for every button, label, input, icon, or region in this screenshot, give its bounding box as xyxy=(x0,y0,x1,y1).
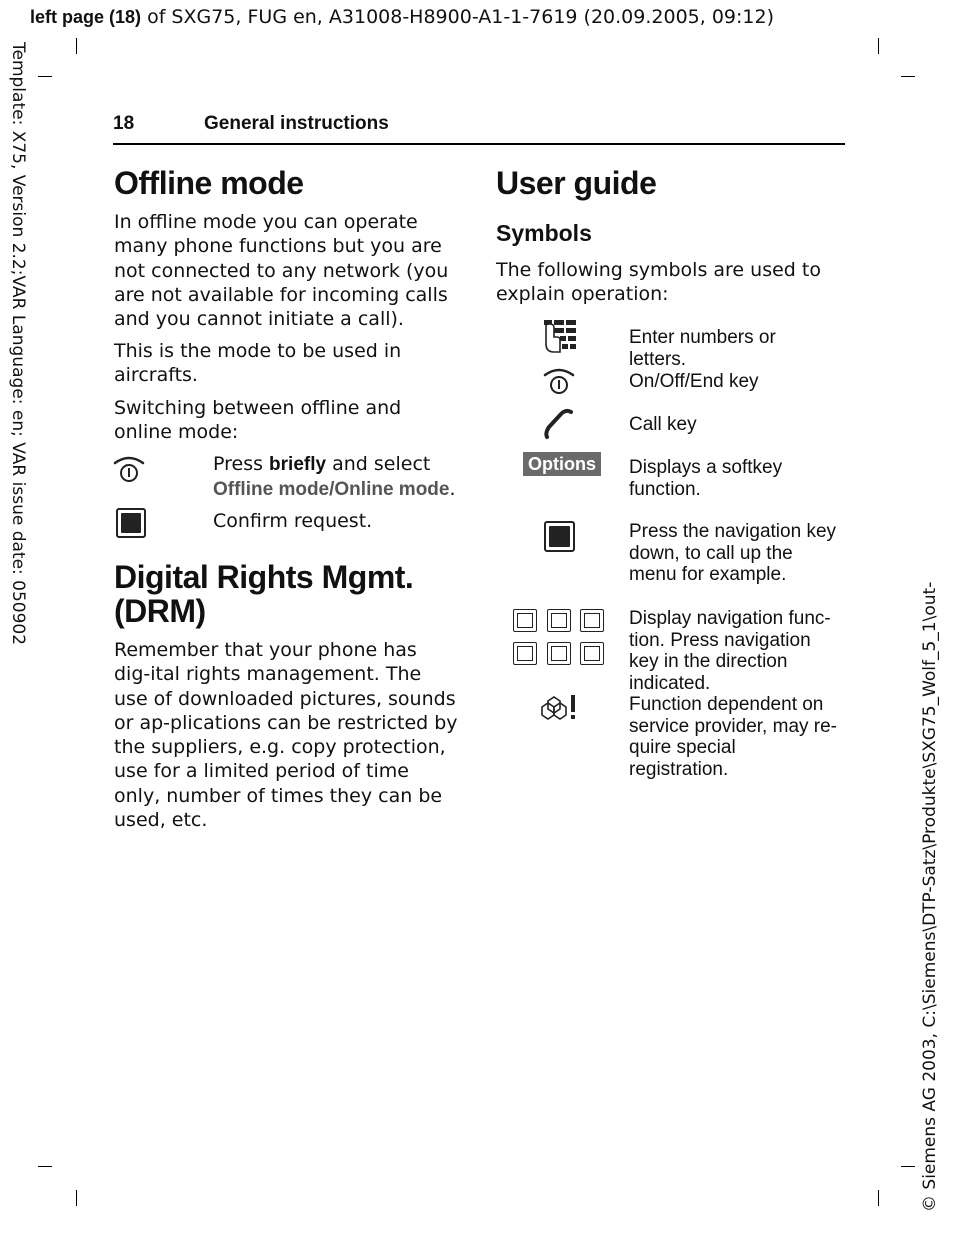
symbol-desc-nav-directions: Display navigation func-tion. Press navigation key in the direction indicated. xyxy=(629,608,831,694)
offline-paragraph-3: Switching between offline and online mode: xyxy=(114,397,402,444)
symbols-subheading: Symbols xyxy=(496,220,592,246)
provider-icon xyxy=(540,693,580,723)
offline-paragraph-2: This is the mode to be used in aircrafts. xyxy=(114,340,402,387)
symbol-desc-provider: Function dependent on service provider, may re-quire special registration. xyxy=(629,694,838,780)
page-number: 18 xyxy=(113,113,135,134)
drm-heading-line-2: (DRM) xyxy=(114,593,206,629)
crop-mark xyxy=(38,1166,52,1167)
drm-heading-line-1: Digital Rights Mgmt. xyxy=(114,559,414,595)
crop-mark xyxy=(878,38,879,54)
options-label: Options xyxy=(523,452,601,476)
page-label: left page (18) xyxy=(30,7,142,27)
step1-pre: Press xyxy=(213,453,270,475)
call-key-icon xyxy=(543,408,575,440)
keypad-icon xyxy=(540,318,580,356)
symbol-desc-end-key: On/Off/End key xyxy=(629,371,759,392)
offline-step-1 xyxy=(213,452,463,503)
symbol-desc-nav-key: Press the navigation key down, to call up the menu for example. xyxy=(629,521,837,585)
crop-mark xyxy=(901,76,915,77)
symbol-desc-softkey: Displays a softkey function. xyxy=(629,457,783,500)
offline-mode-heading: Offline mode xyxy=(114,165,304,201)
nav-key-icon xyxy=(544,521,575,552)
end-key-icon xyxy=(543,366,575,396)
user-guide-heading: User guide xyxy=(496,165,657,201)
doc-info: of SXG75, FUG en, A31008-H8900-A1-1-7619 (20.09.2005, 09:12) xyxy=(141,6,774,28)
crop-mark xyxy=(901,1166,915,1167)
drm-heading xyxy=(114,560,413,628)
drm-paragraph: Remember that your phone has dig-ital rights management. The use of downloaded pictures, sounds or ap-plications can be restricted by the suppliers, e.g. copy protection, use for a limited period of time only, number of times they can be used, etc. xyxy=(114,639,458,832)
crop-mark xyxy=(38,76,52,77)
crop-mark xyxy=(76,38,77,54)
menu-option-offline: Offline mode xyxy=(213,479,330,501)
header-rule xyxy=(113,143,845,145)
offline-paragraph-1: In offline mode you can operate many phone functions but you are not connected to any network (you are not available for incoming calls and you cannot initiate a call). xyxy=(114,211,449,331)
crop-mark xyxy=(878,1190,879,1206)
section-title: General instructions xyxy=(204,113,389,134)
step1-end: . xyxy=(449,478,456,501)
offline-step-2: Confirm request. xyxy=(213,510,373,532)
crop-mark xyxy=(76,1190,77,1206)
end-key-icon xyxy=(113,454,145,484)
step1-bold: briefly xyxy=(269,454,327,475)
options-softkey xyxy=(523,452,601,476)
nav-directions-icon xyxy=(513,609,608,667)
template-info-vertical: Template: X75, Version 2.2;VAR Language: en; VAR issue date: 050902 xyxy=(8,42,28,646)
menu-option-online: Online mode xyxy=(334,479,450,501)
symbol-desc-keypad: Enter numbers or letters. xyxy=(629,327,776,370)
step1-mid: and select xyxy=(326,453,431,475)
symbols-intro: The following symbols are used to explain operation: xyxy=(496,259,821,306)
menu-option-separator: / xyxy=(329,479,335,501)
symbol-desc-call-key: Call key xyxy=(629,414,697,435)
copyright-path-vertical: © Siemens AG 2003, C:\Siemens\DTP-Satz\Produkte\SXG75_Wolf_5_1\out- xyxy=(920,581,940,1212)
nav-key-icon xyxy=(116,508,146,538)
print-meta-line xyxy=(30,6,774,28)
